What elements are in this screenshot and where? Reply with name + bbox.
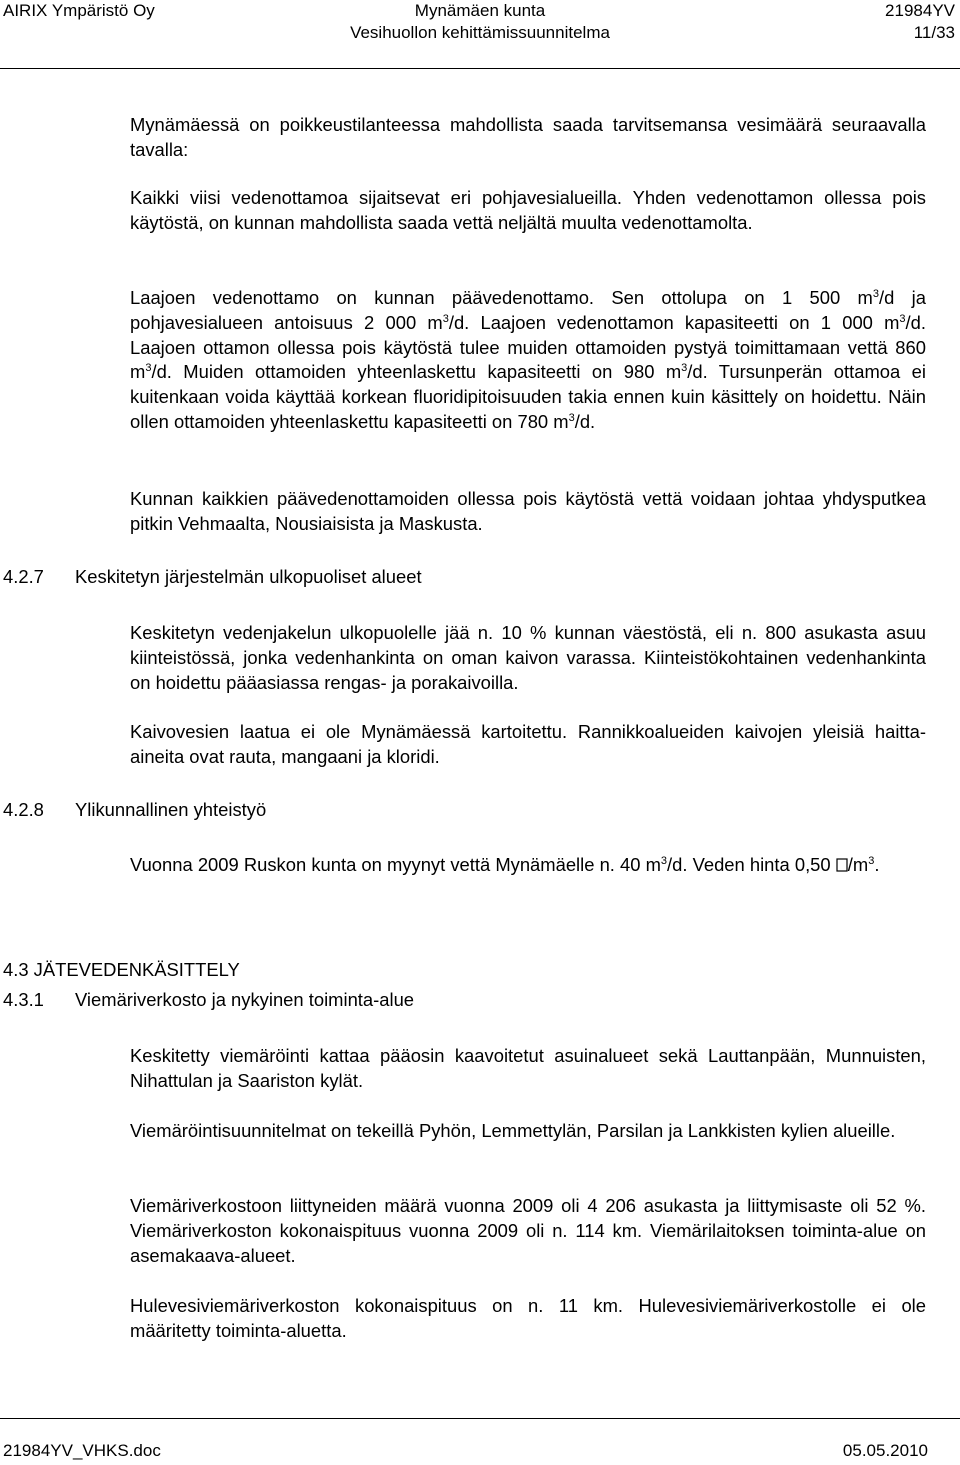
paragraph-intro: Mynämäessä on poikkeustilanteessa mahdollista saada tarvitsemansa vesimäärä seuraavalla tavalla: [130, 114, 926, 160]
header-project-code: 21984YV [885, 1, 955, 20]
paragraph-stormwater: Hulevesiviemäriverkoston kokonaispituus on n. 11 km. Hulevesiviemäriverkostolle ei ole määritetty toiminta-aluetta. [130, 1295, 926, 1341]
section-title: Viemäriverkosto ja nykyinen toiminta-alue [75, 989, 415, 1010]
paragraph-outside-network: Keskitetyn vedenjakelun ulkopuolelle jää n. 10 % kunnan väestöstä, eli n. 800 asukasta asuu kiinteistössä, jonka vedenhankinta on oman kaivon varassa. Kiinteistökohtainen vedenhankinta on hoidettu pääasiassa rengas- ja porakaivoilla. [130, 622, 926, 693]
section-number: 4.3.1 [3, 989, 44, 1010]
section-title: Keskitetyn järjestelmän ulkopuoliset alueet [75, 566, 422, 587]
header-company: AIRIX Ympäristö Oy [3, 1, 155, 20]
footer-date: 05.05.2010 [842, 1441, 928, 1460]
paragraph-sewerage-plans: Viemäröintisuunnitelmat on tekeillä Pyhön, Lemmettylän, Parsilan ja Lankkisten kylien alueille. [130, 1120, 896, 1141]
header-doc-title: Vesihuollon kehittämissuunnitelma [350, 23, 610, 42]
header-page-number: 11/33 [913, 23, 955, 42]
section-heading-4-2-8 [3, 798, 266, 822]
paragraph-laajoki: Laajoen vedenottamo on kunnan päävedenottamo. Sen ottolupa on 1 500 $m^3/d$ ja pohjavesialueen antoisuus 2 000 $m^3/d$. Laajoen vedenottamon kapasiteetti on 1 000 $m^3/d$. Laajoen ottamon ollessa pois käytöstä tulee muiden ottamoiden pystyä toimittamaan vettä 860 $m^3/d$. Muiden ottamoiden yhteenlaskettu kapasiteetti on 980 $m^3/d$. Tursunperän ottamoa ei kuitenkaan voida käyttää korkean fluoridipitoisuuden takia ennen kuin käsittely on hoidettu. Näin ollen ottamoiden yhteenlaskettu kapasiteetti on 780 $m^3/d$. [130, 287, 926, 432]
section-title: Ylikunnallinen yhteistyö [75, 799, 267, 820]
section-number: 4.2.8 [3, 799, 44, 820]
section-heading-4-3: 4.3 JÄTEVEDENKÄSITTELY [3, 959, 240, 980]
header-center [0, 0, 960, 44]
paragraph-sewerage-coverage: Keskitetty viemäröinti kattaa pääosin kaavoitetut asuinalueet sekä Lauttanpään, Munnuisten, Nihattulan ja Saariston kylät. [130, 1045, 926, 1091]
euro-icon [836, 858, 848, 872]
footer-filename: 21984YV_VHKS.doc [3, 1441, 161, 1460]
section-heading-4-2-7 [3, 565, 422, 589]
paragraph-cooperation: Vuonna 2009 Ruskon kunta on myynyt vettä Mynämäelle n. 40 $m^3/d$. Veden hinta 0,50 $/m^3$. [130, 854, 880, 875]
paragraph-well-water: Kaivovesien laatua ei ole Mynämäessä kartoitettu. Rannikkoalueiden kaivojen yleisiä haitta-aineita ovat rauta, mangaani ja kloridi. [130, 721, 926, 767]
paragraph-connection-pipe: Kunnan kaikkien päävedenottamoiden ollessa pois käytöstä vettä voidaan johtaa yhdysputkea pitkin Vehmaalta, Nousiaisista ja Maskusta. [130, 488, 926, 534]
paragraph-sewer-statistics: Viemäriverkostoon liittyneiden määrä vuonna 2009 oli 4 206 asukasta ja liittymisaste oli 52 %. Viemäriverkoston kokonaispituus vuonna 2009 oli n. 114 km. Viemärilaitoksen toiminta-alue on asemakaava-alueet. [130, 1195, 926, 1266]
section-heading-4-3-1 [3, 988, 414, 1012]
paragraph-intakes: Kaikki viisi vedenottamoa sijaitsevat eri pohjavesialueilla. Yhden vedenottamon ollessa pois käytöstä, on kunnan mahdollista saada vettä neljältä muulta vedenottamolta. [130, 187, 926, 233]
section-number: 4.2.7 [3, 566, 44, 587]
footer-divider [0, 1418, 960, 1419]
header-right [885, 0, 955, 44]
header-municipality: Mynämäen kunta [414, 1, 546, 20]
header-divider [0, 68, 960, 69]
